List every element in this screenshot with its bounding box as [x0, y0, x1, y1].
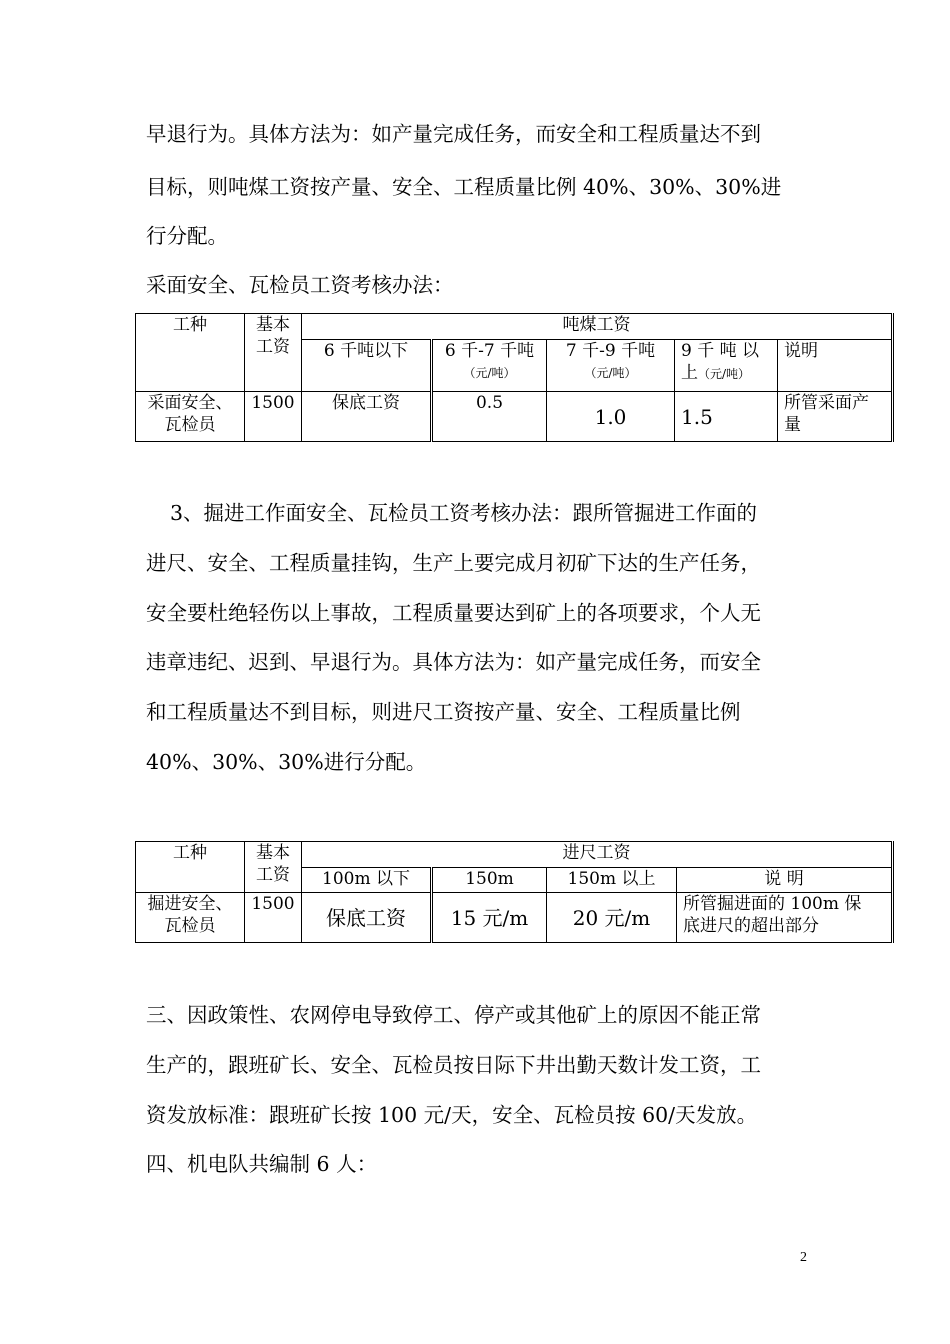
header-base-wage: 基本 工资: [245, 314, 302, 392]
cell-7k-9k: 1.0: [547, 392, 675, 442]
cell-remarks: 所管采面产 量: [778, 392, 893, 442]
header-base-wage: 基本 工资: [245, 842, 302, 893]
header-under-6k: 6 千吨以下: [302, 340, 432, 392]
paragraph-line: 安全要杜绝轻伤以上事故，工程质量要达到矿上的各项要求，个人无: [146, 601, 761, 625]
paragraph-line: 目标，则吨煤工资按产量、安全、工程质量比例 40%、30%、30%进: [146, 175, 782, 199]
paragraph-line: 资发放标准：跟班矿长按 100 元/天，安全、瓦检员按 60/天发放。: [146, 1103, 758, 1127]
footage-wage-table: [135, 841, 894, 943]
paragraph-line: 违章违纪、迟到、早退行为。具体方法为：如产量完成任务，而安全: [146, 650, 761, 674]
header-job-type: 工种: [136, 842, 245, 893]
header-over-9k: 9 千 吨 以 上（元/吨）: [675, 340, 778, 392]
cell-under-100m: 保底工资: [302, 893, 432, 943]
header-7k-9k: 7 千-9 千吨 （元/吨）: [547, 340, 675, 392]
paragraph-line: 早退行为。具体方法为：如产量完成任务，而安全和工程质量达不到: [146, 122, 761, 146]
coal-wage-table: [135, 313, 894, 442]
header-over-150m: 150m 以上: [547, 868, 677, 893]
cell-remarks: 所管掘进面的 100m 保 底进尺的超出部分: [677, 893, 893, 943]
cell-over-9k: 1.5: [675, 392, 778, 442]
paragraph-line: 三、因政策性、农网停电导致停工、停产或其他矿上的原因不能正常: [146, 1003, 761, 1027]
section-heading: 四、机电队共编制 6 人：: [146, 1152, 378, 1176]
header-under-100m: 100m 以下: [302, 868, 432, 893]
paragraph-line: 40%、30%、30%进行分配。: [146, 750, 427, 774]
header-job-type: 工种: [136, 314, 245, 392]
cell-6k-7k: 0.5: [432, 392, 547, 442]
paragraph-line: 行分配。: [146, 224, 228, 248]
page-number: 2: [800, 1250, 807, 1265]
section-heading: 采面安全、瓦检员工资考核办法：: [146, 273, 454, 297]
cell-job-type: 掘进安全、 瓦检员: [136, 893, 245, 943]
paragraph-line: 和工程质量达不到目标，则进尺工资按产量、安全、工程质量比例: [146, 700, 741, 724]
header-remarks: 说明: [778, 340, 893, 392]
header-remarks: 说 明: [677, 868, 893, 893]
paragraph-line: 3、掘进工作面安全、瓦检员工资考核办法：跟所管掘进工作面的: [170, 501, 758, 525]
paragraph-line: 进尺、安全、工程质量挂钩，生产上要完成月初矿下达的生产任务，: [146, 551, 761, 575]
cell-job-type: 采面安全、 瓦检员: [136, 392, 245, 442]
paragraph-line: 生产的，跟班矿长、安全、瓦检员按日际下井出勤天数计发工资，工: [146, 1053, 761, 1077]
cell-base-wage: 1500: [245, 392, 302, 442]
header-6k-7k: 6 千-7 千吨 （元/吨）: [432, 340, 547, 392]
header-ton-coal-wage: 吨煤工资: [302, 314, 893, 340]
cell-base-wage: 1500: [245, 893, 302, 943]
cell-under-6k: 保底工资: [302, 392, 432, 442]
header-footage-wage: 进尺工资: [302, 842, 893, 868]
cell-over-150m: 20 元/m: [547, 893, 677, 943]
cell-150m: 15 元/m: [432, 893, 547, 943]
header-150m: 150m: [432, 868, 547, 893]
